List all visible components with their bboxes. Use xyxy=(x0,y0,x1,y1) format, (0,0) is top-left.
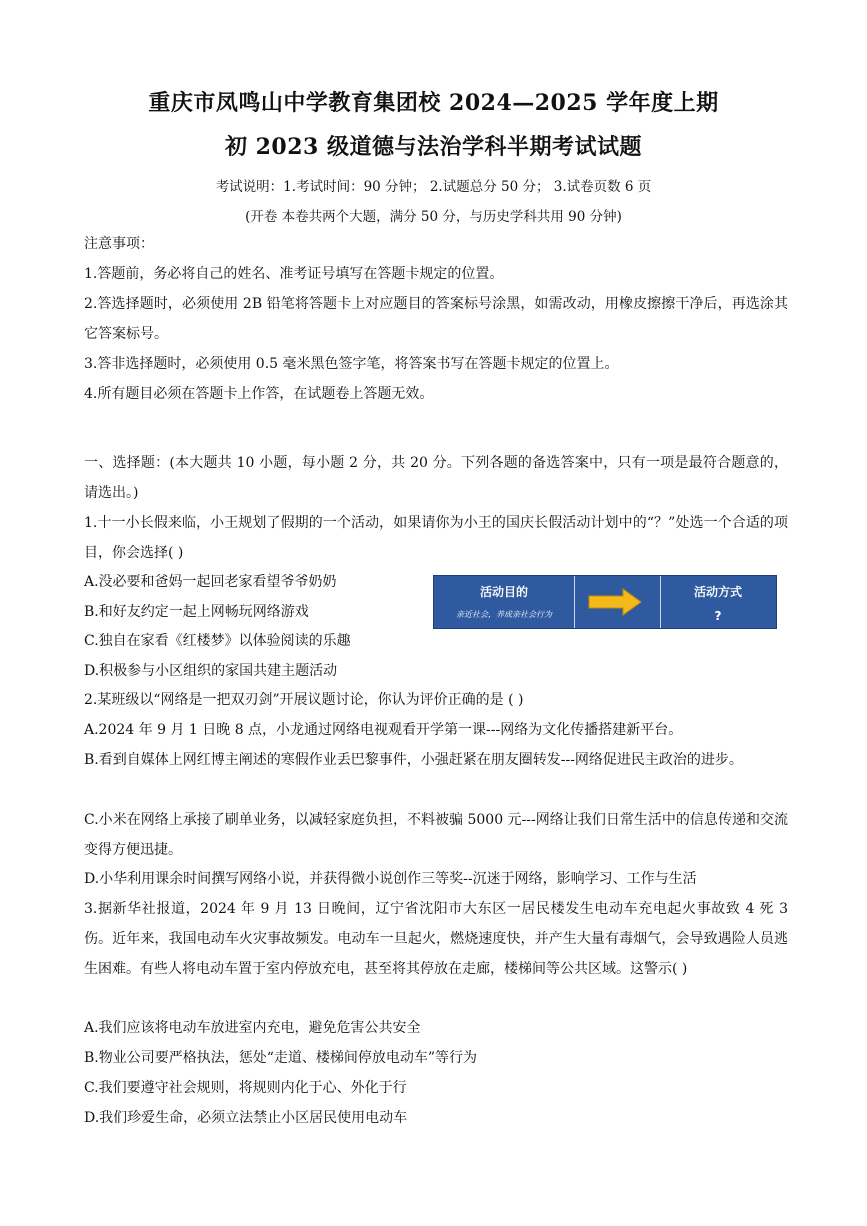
notice-item-4: 4.所有题目必须在答题卡上作答，在试题卷上答题无效。 xyxy=(84,386,434,402)
arrow-right-icon xyxy=(575,576,660,628)
activity-purpose-text: 亲近社会，养成亲社会行为 xyxy=(456,610,552,619)
question-2-option-c: C.小米在网络上承接了刷单业务，以减轻家庭负担，不料被骗 5000 元---网络让我们日常生活中的信息传递和交流变得方便迅捷。 xyxy=(84,812,788,858)
question-2-stem: 2.某班级以“网络是一把双刃剑”开展议题讨论，你认为评价正确的是 ( ) xyxy=(84,692,524,708)
question-2-option-d: D.小华利用课余时间撰写网络小说，并获得微小说创作三等奖--沉迷于网络，影响学习、工作与生活 xyxy=(84,871,697,887)
notice-heading: 注意事项： xyxy=(84,236,154,252)
question-3-option-a: A.我们应该将电动车放进室内充电，避免危害公共安全 xyxy=(84,1020,421,1036)
exam-note: (开卷 本卷共两个大题，满分 50 分，与历史学科共用 90 分钟) xyxy=(245,209,622,225)
question-3-option-b: B.物业公司要严格执法，惩处“走道、楼梯间停放电动车”等行为 xyxy=(84,1050,478,1066)
exam-info: 考试说明：1.考试时间：90 分钟； 2.试题总分 50 分； 3.试卷页数 6 页 xyxy=(215,179,652,195)
notice-item-3: 3.答非选择题时，必须使用 0.5 毫米黑色签字笔，将答案书写在答题卡规定的位置上。 xyxy=(84,356,619,372)
question-3-option-c: C.我们要遵守社会规则，将规则内化于心、外化于行 xyxy=(84,1080,407,1096)
question-1-stem: 1.十一小长假来临，小王规划了假期的一个活动，如果请你为小王的国庆长假活动计划中的“？”处选一个合适的项目，你会选择( ) xyxy=(84,515,788,561)
question-3-option-d: D.我们珍爱生命，必须立法禁止小区居民使用电动车 xyxy=(84,1110,408,1126)
question-3-stem: 3.据新华社报道，2024 年 9 月 13 日晚间，辽宁省沈阳市大东区一居民楼发生电动车充电起火事故致 4 死 3 伤。近年来，我国电动车火灾事故频发。电动车一旦起火，燃烧速度快，并产生大量有毒烟气，会导致遇险人员逃生困难。有些人将电动车置于室内停放充电，甚至将其停放在走廊，楼梯间等公共区域。这警示( ) xyxy=(84,901,788,977)
notice-item-1: 1.答题前，务必将自己的姓名、准考证号填写在答题卡规定的位置。 xyxy=(84,266,504,282)
question-2-option-b: B.看到自媒体上网红博主阐述的寒假作业丢巴黎事件，小强赶紧在朋友圈转发---网络促进民主政治的进步。 xyxy=(84,752,743,768)
activity-purpose-cell xyxy=(434,576,575,628)
activity-method-label: 活动方式 xyxy=(693,585,742,599)
exam-title-line2: 初 2023 级道德与法治学科半期考试试题 xyxy=(224,134,643,160)
activity-purpose-label: 活动目的 xyxy=(479,585,528,599)
section-1-heading: 一、选择题：(本大题共 10 小题，每小题 2 分，共 20 分。下列各题的备选答案中，只有一项是最符合题意的，请选出。) xyxy=(84,455,788,501)
exam-title-line1: 重庆市凤鸣山中学教育集团校 2024—2025 学年度上期 xyxy=(148,90,719,116)
question-1-option-a: A.没必要和爸妈一起回老家看望爷爷奶奶 xyxy=(84,574,337,590)
activity-plan-table xyxy=(433,575,777,629)
activity-method-cell xyxy=(661,576,775,628)
notice-item-2: 2.答选择题时，必须使用 2B 铅笔将答题卡上对应题目的答案标号涂黑，如需改动，用橡皮擦擦干净后，再选涂其它答案标号。 xyxy=(84,296,788,342)
question-1-option-c: C.独自在家看《红楼梦》以体验阅读的乐趣 xyxy=(84,633,351,649)
question-1-option-b: B.和好友约定一起上网畅玩网络游戏 xyxy=(84,604,309,620)
activity-arrow-cell xyxy=(575,576,661,628)
activity-method-value: ? xyxy=(714,609,722,623)
question-2-option-a: A.2024 年 9 月 1 日晚 8 点，小龙通过网络电视观看开学第一课---网络为文化传播搭建新平台。 xyxy=(84,722,683,738)
question-1-option-d: D.积极参与小区组织的家国共建主题活动 xyxy=(84,663,338,679)
